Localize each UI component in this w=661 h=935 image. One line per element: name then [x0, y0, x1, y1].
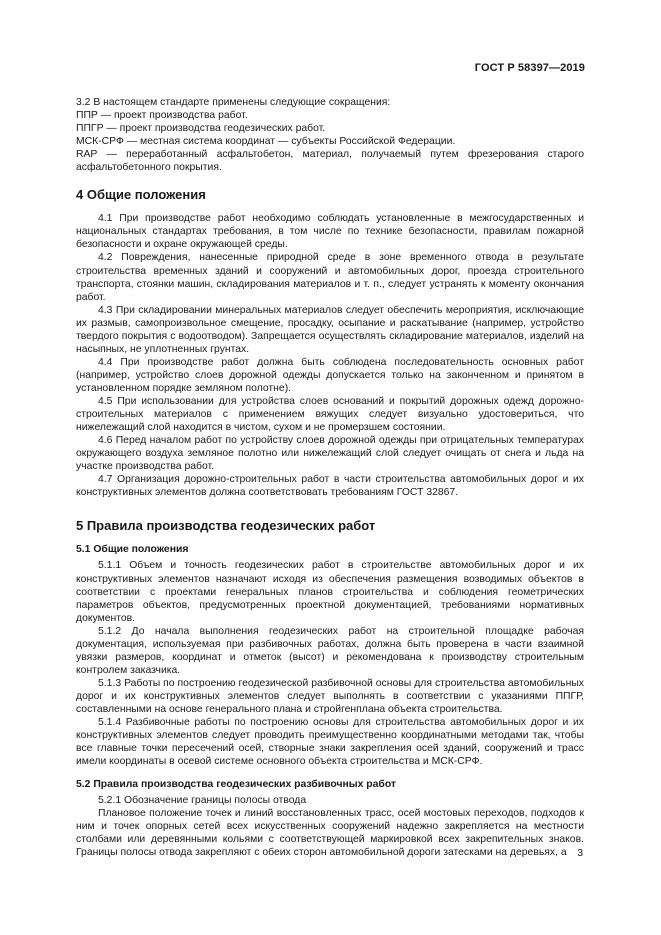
abbreviation-msk-srf: МСК-СРФ — местная система координат — субъекты Российской Федерации. [76, 136, 456, 148]
paragraph-5-2-1: 5.2.1 Обозначение границы полосы отвода [98, 795, 307, 807]
subsection-5-1-heading: 5.1 Общие положения [76, 544, 189, 556]
paragraph-4-2: 4.2 Повреждения, нанесенные природной среде в зоне временного отвода в результате строительства временных зданий и сооружений и автомобильных дорог, проезда строительного транспорта, стоянки машин, складирования материалов и т. п., следует устранять к моменту окончания работ. [76, 252, 584, 303]
page-number: 3 [577, 848, 583, 859]
document-body [76, 96, 584, 859]
paragraph-4-4: 4.4 При производстве работ должна быть соблюдена последовательность основных работ (например, устройство слоев дорожной одежды допускается только на законченном и принятом в установленном порядке земляном полотне). [76, 356, 584, 394]
document-header-id: ГОСТ Р 58397—2019 [474, 62, 585, 74]
paragraph-5-1-1: 5.1.1 Объем и точность геодезических работ в строительстве автомобильных дорог и их конструктивных элементов назначают исходя из обеспечения размещения возводимых объектов в соответствии с проектами генеральных планов строительства и соблюдения геометрических параметров объектов, предусмотренных проектной документацией, требованиями нормативных документов. [76, 560, 584, 624]
paragraph-4-1: 4.1 При производстве работ необходимо соблюдать установленные в межгосударственных и национальных стандартах требования, в том числе по технике безопасности, правилам пожарной безопасности и охране окружающей среды. [76, 213, 584, 251]
paragraph-4-7: 4.7 Организация дорожно-строительных работ в части строительства автомобильных дорог и их конструктивных элементов должна соответствовать требованиям ГОСТ 32867. [76, 474, 584, 499]
paragraph-5-1-2: 5.1.2 До начала выполнения геодезических работ на строительной площадке рабочая документация, используемая при разбивочных работах, должна быть проверена в части взаимной увязки размеров, координат и отметок (высот) и рекомендована к производству строительным контролем заказчика. [76, 625, 584, 676]
subsection-5-2-heading: 5.2 Правила производства геодезических разбивочных работ [76, 779, 397, 791]
paragraph-5-2-1-body: Плановое положение точек и линий восстановленных трасс, осей мостовых переходов, подходов к ним и точек опорных сетей всех искусственных сооружений надежно закрепляется на местности столбами или деревянными кольями с соответствующей маркировкой всех закрепительных знаков. Границы полосы отвода закрепляют с обеих сторон автомобильной дороги затесками на деревьях, а [76, 808, 584, 859]
abbreviation-ppr: ППР — проект производства работ. [76, 110, 248, 122]
paragraph-5-1-4: 5.1.4 Разбивочные работы по построению основы для строительства автомобильных дорог и их конструктивных элементов следует проводить преимущественно координатными методами так, чтобы все главные точки пересечений осей, створные знаки закрепления осей зданий, сооружений и трасс имели координаты в осевой системе основного объекта строительства и МСК-СРФ. [76, 717, 584, 768]
section-4-heading: 4 Общие положения [76, 187, 206, 203]
section-5-heading: 5 Правила производства геодезических работ [76, 518, 376, 534]
paragraph-5-1-3: 5.1.3 Работы по построению геодезической разбивочной основы для строительства автомобильных дорог и их конструктивных элементов следует выполнять в соответствии с указаниями ППГР, составленными на основе генерального плана и стройгенплана объекта строительства. [76, 677, 584, 715]
paragraph-4-5: 4.5 При использовании для устройства слоев оснований и покрытий дорожных одежд дорожно-строительных материалов с применением вяжущих следует визуально удостовериться, что нижележащий слой находится в чистом, сухом и не промерзшем состоянии. [76, 395, 584, 434]
paragraph-4-6: 4.6 Перед началом работ по устройству слоев дорожной одежды при отрицательных температурах окружающего воздуха земляное полотно или нижележащий слой следует очищать от снега и льда на участке производства работ. [76, 435, 584, 473]
paragraph-3-2: 3.2 В настоящем стандарте применены следующие сокращения: [76, 97, 391, 108]
abbreviation-ppgr: ППГР — проект производства геодезических работ. [76, 123, 326, 135]
paragraph-4-3: 4.3 При складировании минеральных материалов следует обеспечить мероприятия, исключающие их размыв, самопроизвольное смещение, просадку, осыпание и раскатывание (например, устройство твердого покрытия с водоотводом). Запрещается осуществлять складирование материалов, изделий на насыпных, не уплотненных грунтах. [76, 304, 584, 355]
abbreviation-rap: RAP — переработанный асфальтобетон, материал, получаемый путем фрезерования старого асфальтобетонного покрытия. [76, 149, 584, 174]
